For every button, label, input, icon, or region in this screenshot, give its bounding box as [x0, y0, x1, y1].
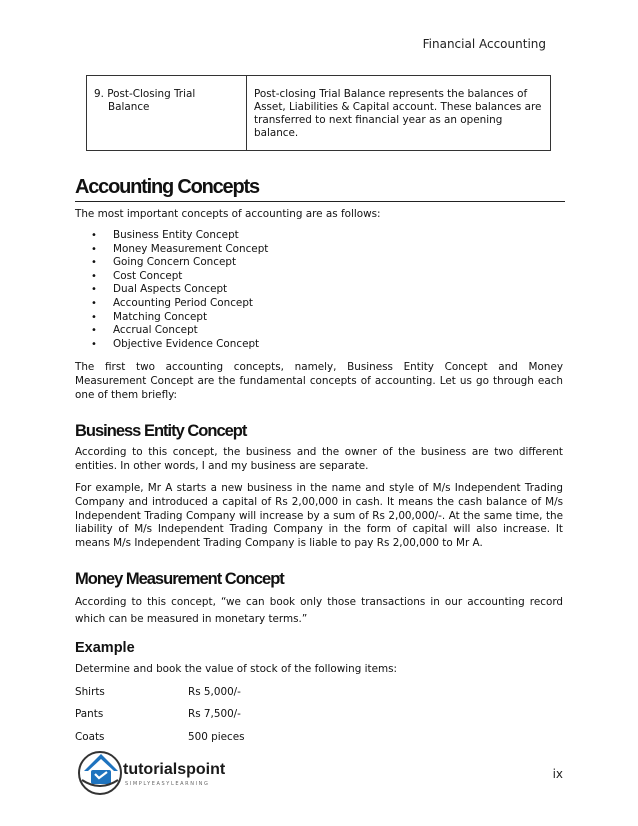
list-item: • Accounting Period Concept	[91, 297, 268, 311]
list-item: • Matching Concept	[91, 311, 268, 325]
stock-item-name: Pants	[75, 708, 104, 720]
concepts-list	[91, 229, 268, 351]
logo-tagline: SIMPLYEASYLEARNING	[125, 781, 210, 787]
definition-table	[86, 75, 551, 151]
stock-item-row	[75, 686, 241, 699]
stock-item-row	[75, 708, 241, 721]
stock-item-value: 500 pieces	[188, 731, 245, 743]
running-header: Financial Accounting	[422, 37, 546, 51]
business-entity-example: For example, Mr A starts a new business in the name and style of M/s Independent Trading Company and introduced a capital of Rs 2,00,000 in cash. It means the cash balance of M/s Independent Trading Company will increase by a sum of Rs 2,00,000/-. At the same time, the liability of M/s Independent Trading Company in the form of capital will also increase. It means M/s Independent Trading Company is liable to pay Rs 2,00,000 to Mr A.	[75, 482, 563, 550]
stock-item-name: Shirts	[75, 686, 105, 698]
stock-item-row	[75, 731, 245, 744]
section-intro: The most important concepts of accounting are as follows:	[75, 208, 381, 220]
term-label-continued: Balance	[108, 101, 150, 113]
definition-cell: Post-closing Trial Balance represents the balances of Asset, Liabilities & Capital account. These balances are transferred to next financial year as an opening balance.	[247, 76, 551, 151]
money-measurement-paragraph: According to this concept, “we can book only those transactions in our accounting record which can be measured in monetary terms.”	[75, 596, 563, 625]
list-item: • Business Entity Concept	[91, 229, 268, 243]
tutorialspoint-logo	[76, 748, 256, 798]
business-entity-paragraph: According to this concept, the business and the owner of the business are two different entities. In other words, I and my business are separate.	[75, 446, 563, 472]
stock-item-name: Coats	[75, 731, 105, 743]
term-label: 9. Post-Closing Trial	[94, 88, 196, 100]
money-measurement-heading: Money Measurement Concept	[75, 570, 284, 588]
example-heading: Example	[75, 640, 135, 656]
table-row	[87, 76, 551, 151]
logo-emblem-icon	[79, 752, 121, 794]
section-title: Accounting Concepts	[75, 174, 565, 202]
business-entity-heading: Business Entity Concept	[75, 422, 247, 440]
list-item: • Accrual Concept	[91, 324, 268, 338]
list-item: • Money Measurement Concept	[91, 243, 268, 257]
list-item: • Going Concern Concept	[91, 256, 268, 270]
stock-item-value: Rs 5,000/-	[188, 686, 241, 698]
term-cell	[87, 76, 247, 151]
concepts-summary: The first two accounting concepts, namely, Business Entity Concept and Money Measurement Concept are the fundamental concepts of accounting. Let us go through each one of them briefly:	[75, 361, 563, 401]
example-intro: Determine and book the value of stock of the following items:	[75, 663, 398, 675]
list-item: • Dual Aspects Concept	[91, 283, 268, 297]
list-item: • Cost Concept	[91, 270, 268, 284]
stock-item-value: Rs 7,500/-	[188, 708, 241, 720]
page-number: ix	[552, 767, 563, 781]
logo-wordmark: tutorialspoint	[123, 761, 226, 778]
list-item: • Objective Evidence Concept	[91, 338, 268, 352]
